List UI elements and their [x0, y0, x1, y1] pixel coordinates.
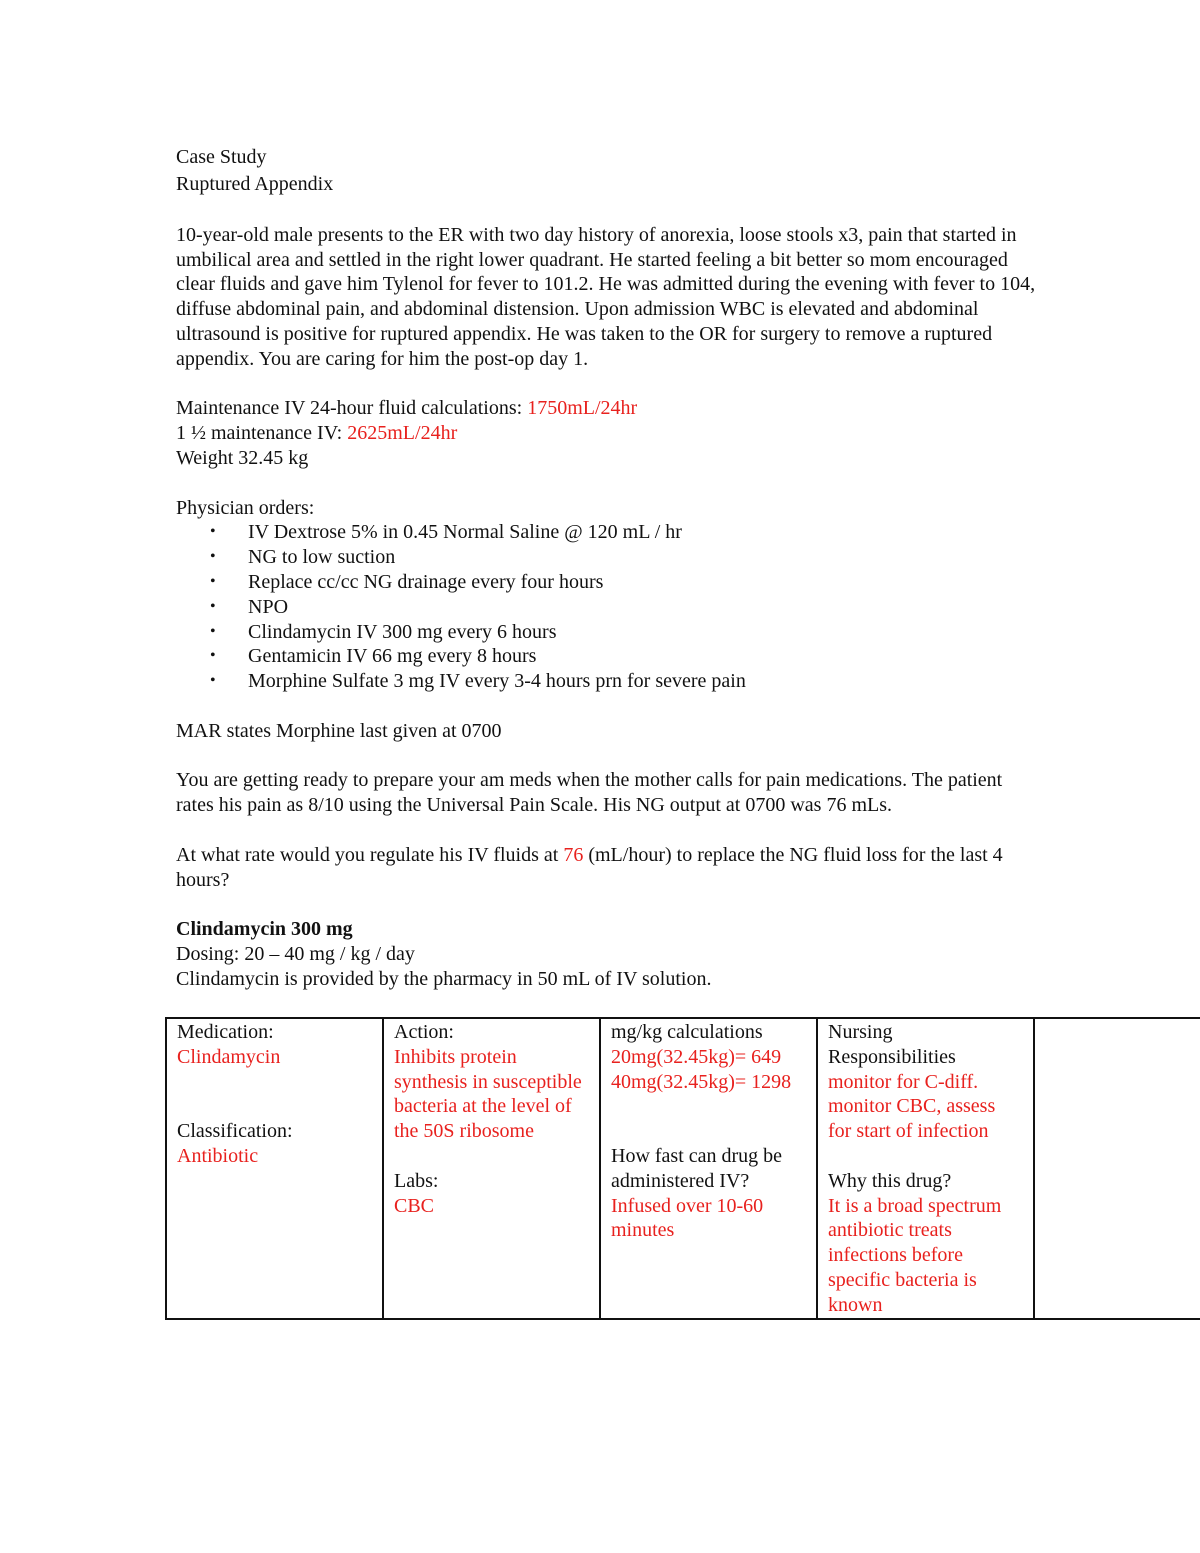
maintenance-iv-label: Maintenance IV 24-hour fluid calculations:	[176, 397, 528, 420]
spacer	[611, 1094, 806, 1144]
order-item	[176, 595, 1200, 620]
one-half-maintenance-label: 1 ½ maintenance IV:	[176, 422, 348, 445]
maintenance-iv-value: 1750mL/24hr	[527, 397, 638, 420]
order-item	[176, 520, 1200, 545]
bullet-icon: •	[210, 548, 216, 566]
order-item-text: Replace cc/cc NG drainage every four hours	[248, 570, 604, 593]
spacer	[828, 1144, 1023, 1169]
bullet-icon: •	[210, 647, 216, 665]
labs-label: Labs:	[394, 1169, 439, 1192]
labs-value: CBC	[394, 1194, 435, 1217]
bullet-icon: •	[210, 672, 216, 690]
document-title: Case Study	[176, 146, 267, 168]
order-item-text: Gentamicin IV 66 mg every 8 hours	[248, 645, 537, 668]
table-row	[166, 1018, 1200, 1319]
weight-line: Weight 32.45 kg	[176, 446, 309, 469]
nursing-value: monitor for C-diff. monitor CBC, assess for start of infection	[828, 1070, 996, 1143]
empty-cell	[1034, 1018, 1200, 1319]
bullet-icon: •	[210, 523, 216, 541]
spacer	[176, 744, 1200, 769]
mar-line: MAR states Morphine last given at 0700	[176, 719, 502, 742]
orders-heading: Physician orders:	[176, 496, 315, 519]
order-item	[176, 644, 1200, 669]
spacer	[177, 1070, 372, 1120]
action-label: Action:	[394, 1021, 454, 1043]
classification-value: Antibiotic	[177, 1144, 259, 1167]
admin-answer: Infused over 10-60 minutes	[611, 1194, 764, 1242]
question-suffix: (mL/hour) to replace the NG fluid loss for the last 4 hours?	[176, 843, 1003, 891]
orders-list	[176, 520, 1200, 694]
drug-provided: Clindamycin is provided by the pharmacy in 50 mL of IV solution.	[176, 967, 712, 990]
order-item	[176, 545, 1200, 570]
order-item	[176, 570, 1200, 595]
order-item-text: NPO	[248, 595, 289, 618]
classification-label: Classification:	[177, 1120, 293, 1143]
bullet-icon: •	[210, 597, 216, 615]
drug-dosing: Dosing: 20 – 40 mg / kg / day	[176, 942, 415, 965]
order-item	[176, 620, 1200, 645]
calc-high: 40mg(32.45kg)= 1298	[611, 1070, 792, 1093]
nursing-label: Nursing Responsibilities	[828, 1021, 956, 1068]
order-item-text: IV Dextrose 5% in 0.45 Normal Saline @ 120 mL / hr	[248, 521, 682, 544]
spacer	[176, 198, 1200, 223]
calc-low: 20mg(32.45kg)= 649	[611, 1045, 782, 1068]
admin-question: How fast can drug be administered IV?	[611, 1144, 783, 1192]
action-cell	[383, 1018, 600, 1319]
situation-paragraph: You are getting ready to prepare your am meds when the mother calls for pain medications. The patient rates his pain as 8/10 using the Universal Pain Scale. His NG output at 0700 was 76 mLs.	[176, 769, 1003, 817]
spacer	[176, 372, 1200, 397]
document-subtitle: Ruptured Appendix	[176, 173, 334, 195]
medication-value: Clindamycin	[177, 1045, 281, 1068]
question-paragraph	[176, 843, 1036, 893]
nursing-cell	[817, 1018, 1034, 1319]
one-half-maintenance-line	[176, 421, 1200, 446]
question-prefix: At what rate would you regulate his IV fluids at	[176, 843, 564, 866]
document-page	[176, 144, 1200, 992]
bullet-icon: •	[210, 622, 216, 640]
calc-label: mg/kg calculations	[611, 1021, 763, 1043]
spacer	[176, 892, 1200, 917]
medication-table	[165, 1017, 1200, 1320]
one-half-maintenance-value: 2625mL/24hr	[347, 422, 458, 445]
action-value: Inhibits protein synthesis in susceptible bacteria at the level of the 50S ribosome	[394, 1045, 582, 1143]
why-label: Why this drug?	[828, 1169, 952, 1192]
calculations-cell	[600, 1018, 817, 1319]
order-item-text: NG to low suction	[248, 546, 396, 569]
maintenance-iv-line	[176, 396, 1200, 421]
question-answer: 76	[563, 843, 584, 866]
bullet-icon: •	[210, 572, 216, 590]
order-item	[176, 669, 1200, 694]
why-value: It is a broad spectrum antibiotic treats infections before specific bacteria is known	[828, 1194, 1002, 1316]
medication-label: Medication:	[177, 1021, 274, 1043]
spacer	[176, 694, 1200, 719]
spacer	[394, 1144, 589, 1169]
scenario-paragraph: 10-year-old male presents to the ER with two day history of anorexia, loose stools x3, pain that started in umbilical area and settled in the right lower quadrant. He started feeling a bit better so mom encouraged clear fluids and gave him Tylenol for fever to 101.2. He was admitted during the evening with fever to 104, diffuse abdominal pain, and abdominal distension. Upon admission WBC is elevated and abdominal ultrasound is positive for ruptured appendix. He was taken to the OR for surgery to remove a ruptured appendix. You are caring for him the post-op day 1.	[176, 223, 1036, 370]
drug-heading: Clindamycin 300 mg	[176, 918, 353, 941]
medication-cell	[166, 1018, 383, 1319]
order-item-text: Clindamycin IV 300 mg every 6 hours	[248, 620, 557, 643]
order-item-text: Morphine Sulfate 3 mg IV every 3-4 hours prn for severe pain	[248, 670, 746, 693]
spacer	[176, 471, 1200, 496]
spacer	[176, 818, 1200, 843]
